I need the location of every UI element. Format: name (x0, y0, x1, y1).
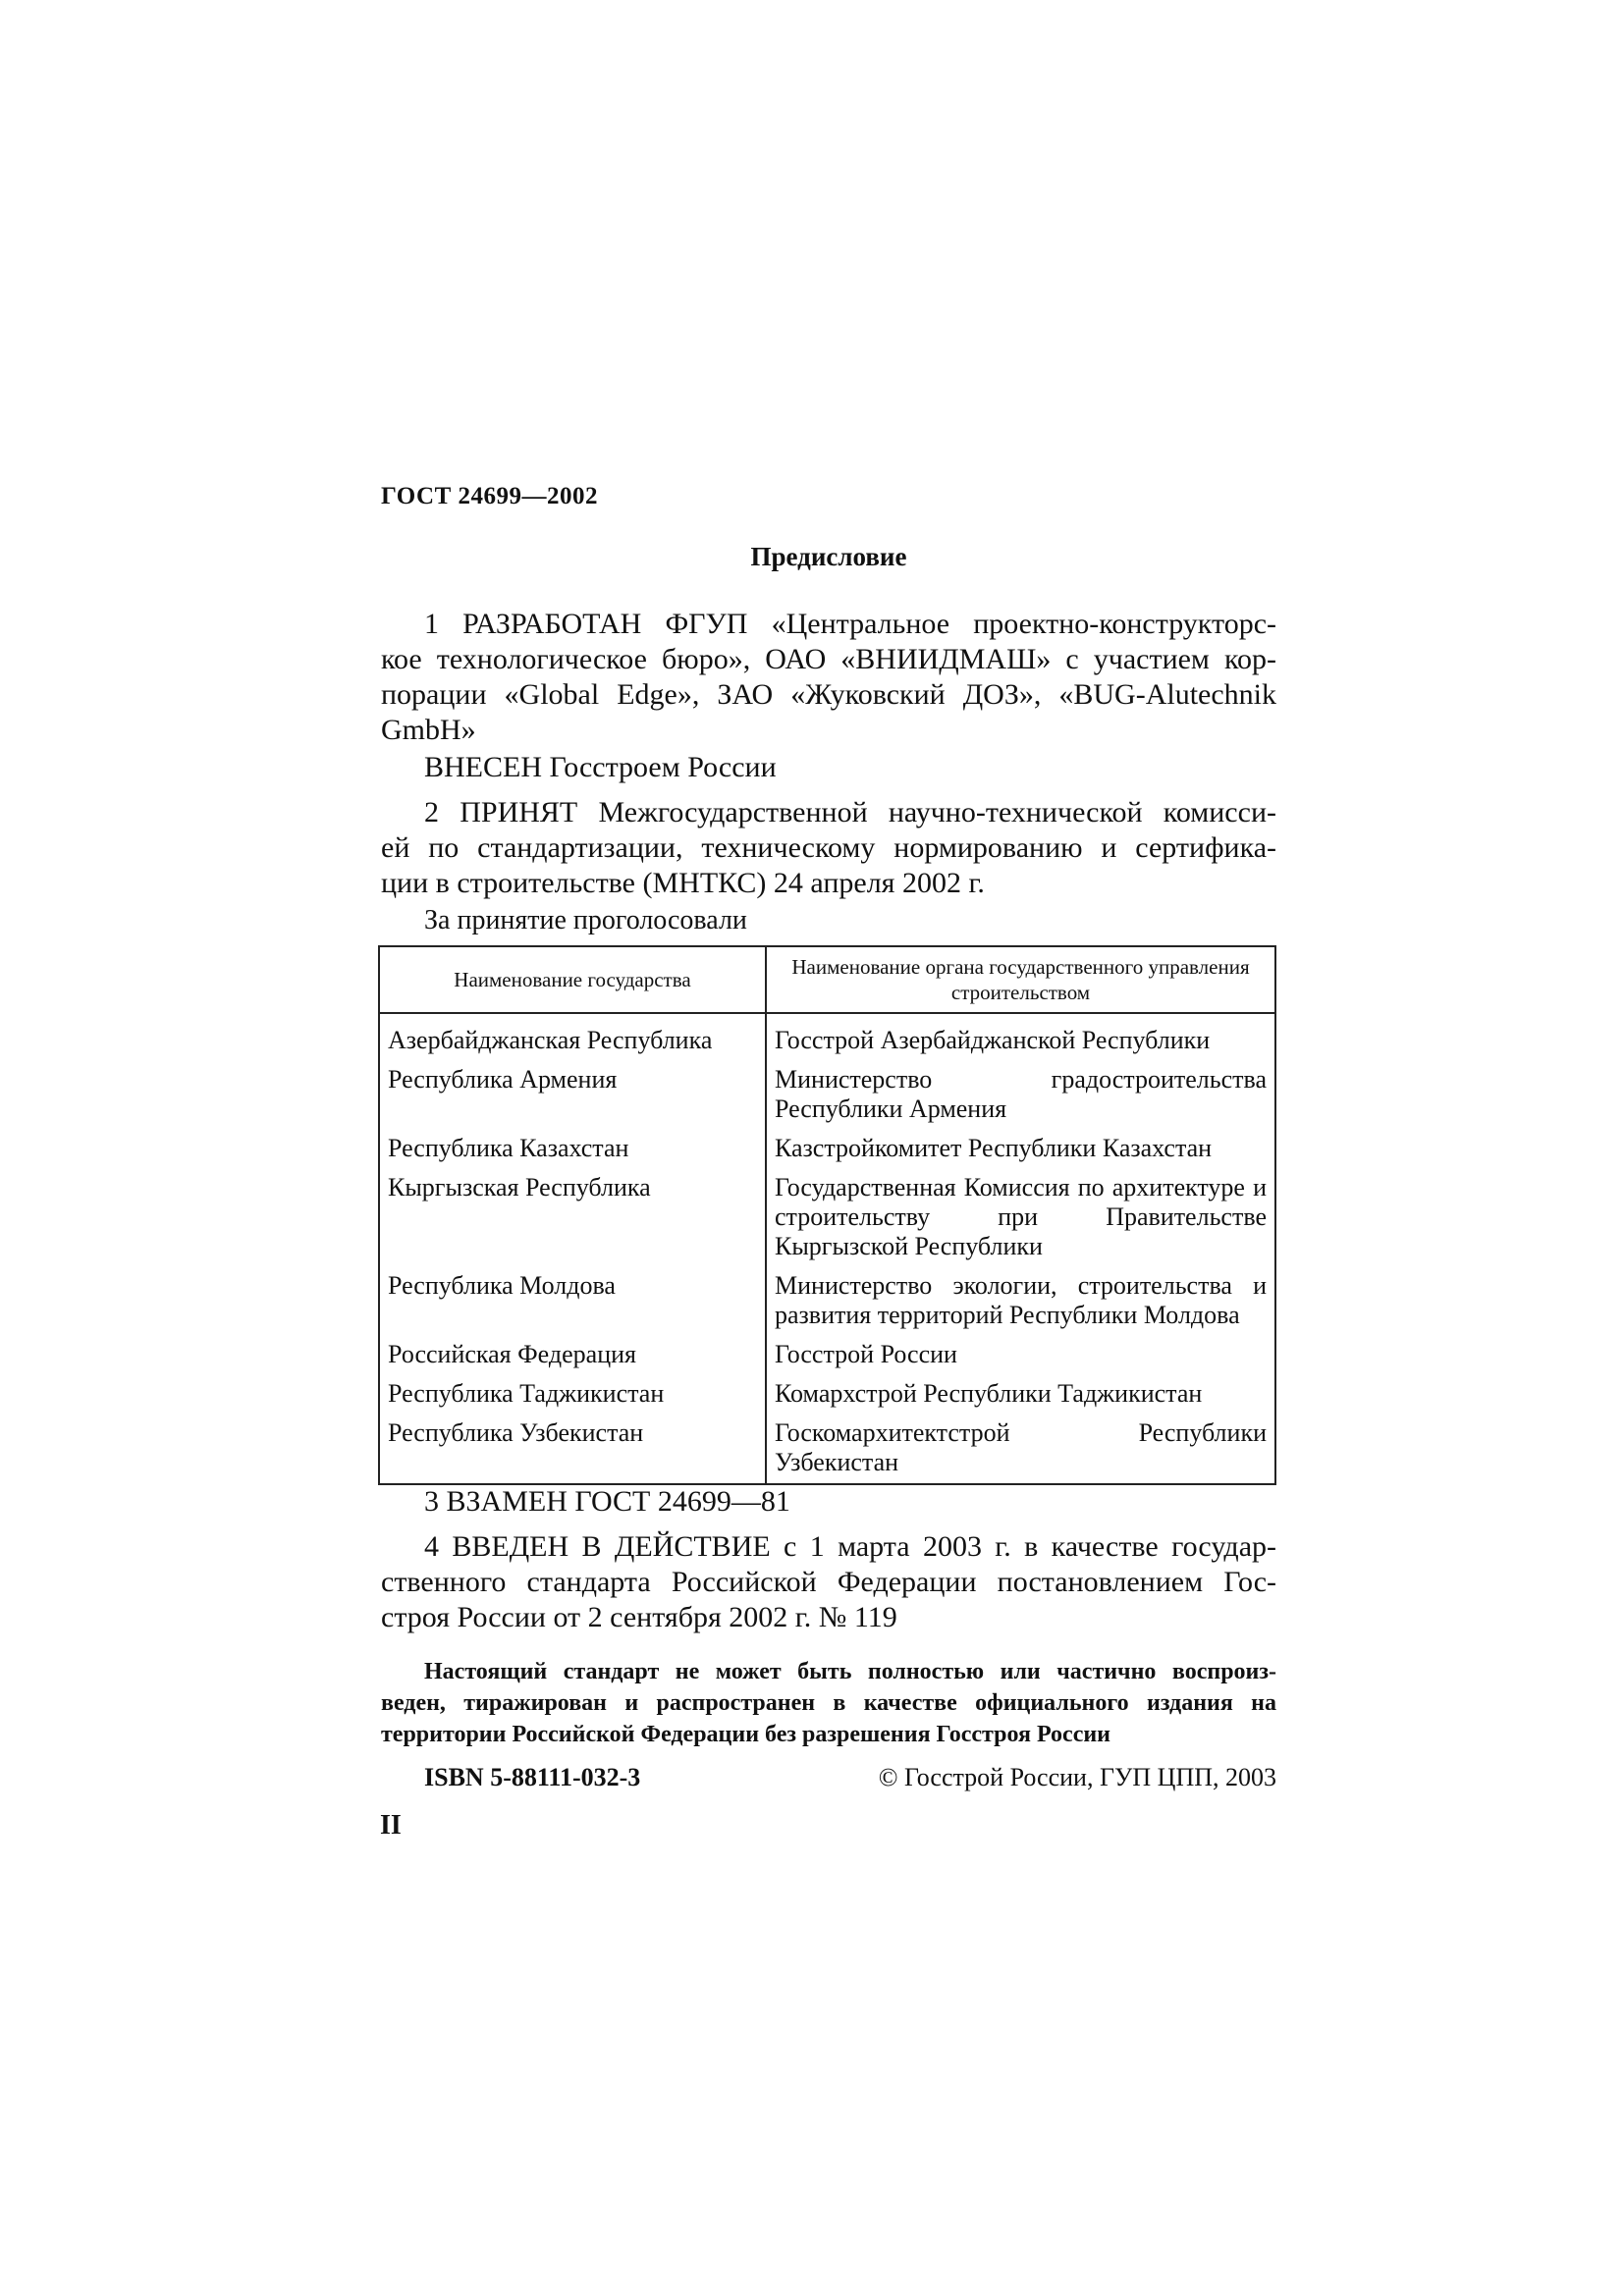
body-name: Казстройкомитет Республики Казахстан (766, 1126, 1275, 1165)
table-row (379, 1263, 1275, 1332)
body-name: Государственная Комиссия по архитектуре и строительству при Правительстве Кыргызской Республики (766, 1165, 1275, 1263)
item-2-line: ей по стандартизации, техническому нормированию и сертифика- (381, 831, 1276, 864)
state-name: Республика Узбекистан (379, 1411, 766, 1484)
item-3-replaces (381, 1484, 1276, 1520)
state-name: Республика Казахстан (379, 1126, 766, 1165)
introduced-line: ВНЕСЕН Госстроем России (424, 751, 777, 783)
table-row (379, 1371, 1275, 1411)
item-3-line: 3 ВЗАМЕН ГОСТ 24699—81 (424, 1485, 790, 1518)
state-name: Республика Армения (379, 1057, 766, 1126)
voting-states-table (378, 945, 1276, 1485)
item-4-line: строя России от 2 сентября 2002 г. № 119 (381, 1601, 897, 1633)
document-code: ГОСТ 24699—2002 (381, 483, 599, 509)
table-header-row (379, 946, 1275, 1013)
isbn: ISBN 5-88111-032-3 (424, 1763, 641, 1791)
table-row (379, 1332, 1275, 1371)
table-row (379, 1013, 1275, 1057)
state-name: Республика Таджикистан (379, 1371, 766, 1411)
item-4-line: 4 ВВЕДЕН В ДЕЙСТВИЕ с 1 марта 2003 г. в качестве государ- (424, 1530, 1276, 1563)
notice-line: Настоящий стандарт не может быть полностью или частично воспроиз- (424, 1659, 1276, 1684)
header-body: Наименование органа государственного управления строительством (766, 946, 1275, 1013)
body-name: Госкомархитектстрой Республики Узбекистан (766, 1411, 1275, 1484)
body-name: Комархстрой Республики Таджикистан (766, 1371, 1275, 1411)
page-number: II (380, 1810, 402, 1841)
item-1-line: 1 РАЗРАБОТАН ФГУП «Центральное проектно-конструкторс- (424, 608, 1276, 640)
item-1-line: GmbH» (381, 714, 476, 746)
body-name: Министерство градостроительства Республики Армения (766, 1057, 1275, 1126)
item-1-line: порации «Global Edge», ЗАО «Жуковский ДОЗ», «BUG-Alutechnik (381, 678, 1276, 711)
body-name: Госстрой Азербайджанской Республики (766, 1013, 1275, 1057)
state-name: Азербайджанская Республика (379, 1013, 766, 1057)
item-4-effective (381, 1529, 1276, 1635)
item-1-line: кое технологическое бюро», ОАО «ВНИИДМАШ» с участием кор- (381, 643, 1276, 675)
reproduction-notice (381, 1656, 1276, 1750)
header-state: Наименование государства (379, 946, 766, 1013)
voted-label-text: За принятие проголосовали (424, 905, 747, 935)
voted-label (381, 903, 1276, 938)
table-row (379, 1126, 1275, 1165)
item-2-adopted (381, 795, 1276, 901)
state-name: Кыргызская Республика (379, 1165, 766, 1263)
body-name: Министерство экологии, строительства и развития территорий Республики Молдова (766, 1263, 1275, 1332)
table-row (379, 1411, 1275, 1484)
copyright: © Госстрой России, ГУП ЦПП, 2003 (878, 1763, 1276, 1791)
notice-line: веден, тиражирован и распространен в качестве официального издания на (381, 1690, 1276, 1716)
notice-line: территории Российской Федерации без разрешения Госстроя России (381, 1722, 1111, 1747)
introduced-by (381, 750, 1276, 785)
state-name: Республика Молдова (379, 1263, 766, 1332)
item-1-developed (381, 607, 1276, 748)
item-2-line: ции в строительстве (МНТКС) 24 апреля 2002 г. (381, 867, 985, 899)
table-row (379, 1165, 1275, 1263)
item-4-line: ственного стандарта Российской Федерации постановлением Гос- (381, 1566, 1276, 1598)
preface-title: Предисловие (750, 542, 907, 571)
table-row (379, 1057, 1275, 1126)
body-name: Госстрой России (766, 1332, 1275, 1371)
item-2-line: 2 ПРИНЯТ Межгосударственной научно-технической комисси- (424, 796, 1276, 828)
state-name: Российская Федерация (379, 1332, 766, 1371)
